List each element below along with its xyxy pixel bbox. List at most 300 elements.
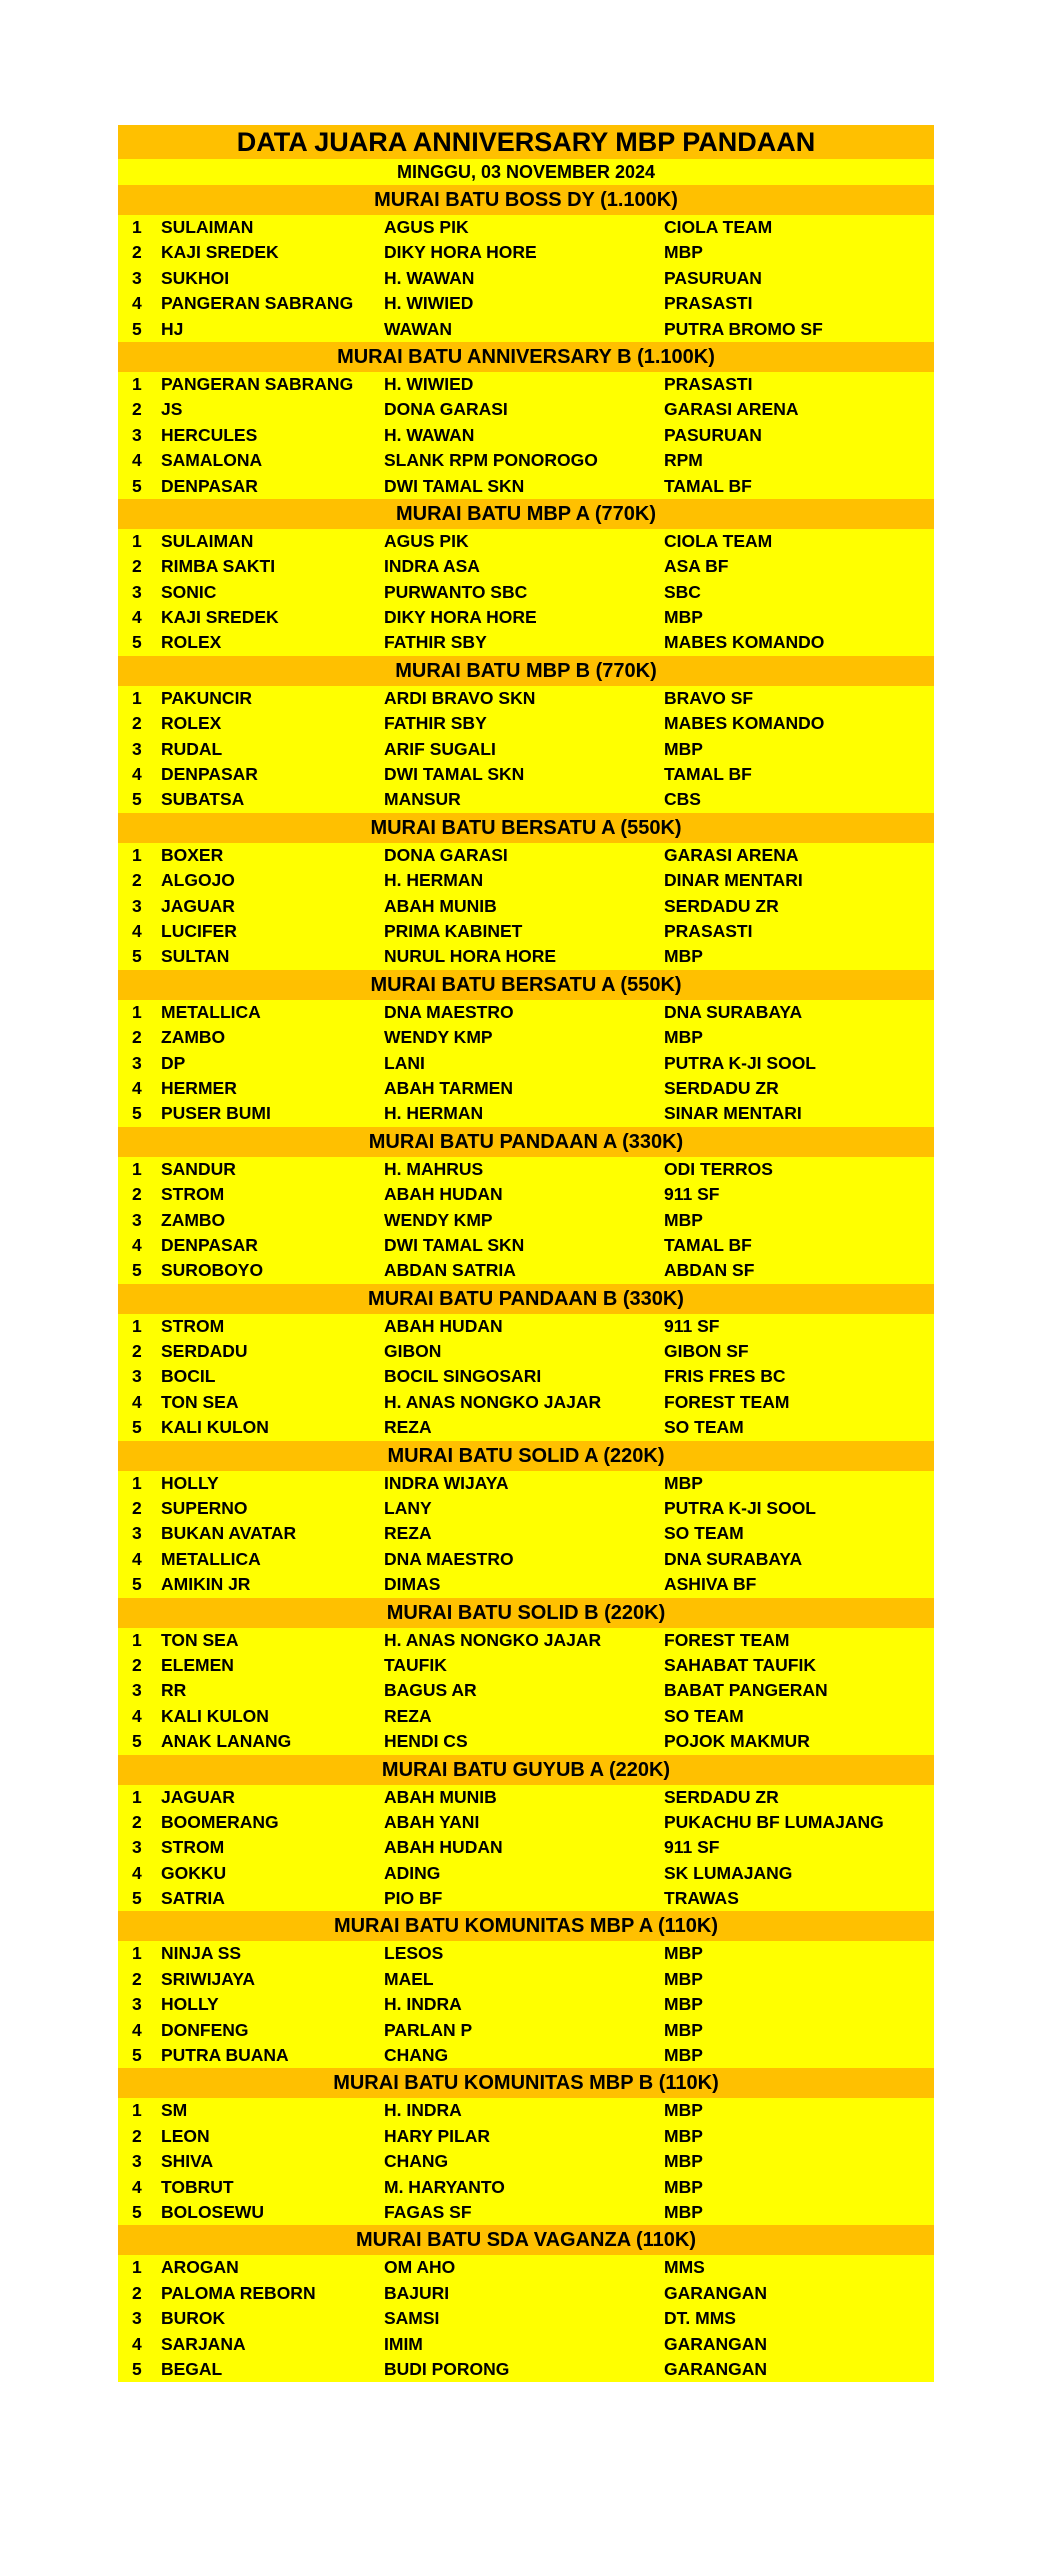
owner-cell: DWI TAMAL SKN — [384, 1234, 525, 1255]
owner-cell: WENDY KMP — [384, 1209, 493, 1230]
winner-row — [118, 1471, 934, 1496]
owner-cell: WENDY KMP — [384, 1027, 493, 1048]
winner-row — [118, 554, 934, 579]
team-cell: DNA SURABAYA — [664, 1001, 803, 1022]
bird-name-cell: ANAK LANANG — [161, 1731, 292, 1752]
bird-name-cell: ZAMBO — [161, 1027, 226, 1048]
winner-row — [118, 1572, 934, 1597]
bird-name-cell: STROM — [161, 1184, 225, 1205]
rank-cell: 5 — [132, 2202, 142, 2222]
category-header: MURAI BATU SDA VAGANZA (110K) — [118, 2225, 934, 2255]
owner-cell: ABAH TARMEN — [384, 1077, 513, 1098]
rank-cell: 3 — [132, 2308, 142, 2329]
bird-name-cell: PALOMA REBORN — [161, 2282, 316, 2303]
bird-name-cell: SANDUR — [161, 1158, 236, 1179]
rank-cell: 3 — [132, 1523, 142, 1544]
winner-row — [118, 529, 934, 554]
rank-cell: 1 — [132, 530, 142, 551]
rank-cell: 5 — [132, 1417, 142, 1438]
rank-cell: 4 — [132, 1234, 142, 1255]
team-cell: MABES KOMANDO — [664, 632, 825, 653]
rank-cell: 1 — [132, 687, 142, 708]
owner-cell: FAGAS SF — [384, 2202, 472, 2222]
bird-name-cell: ALGOJO — [161, 870, 235, 891]
owner-cell: H. HERMAN — [384, 1103, 484, 1124]
team-cell: CIOLA TEAM — [664, 530, 773, 551]
team-cell: MBP — [664, 2125, 703, 2146]
team-cell: GARANGAN — [664, 2358, 768, 2379]
team-cell: GARASI ARENA — [664, 844, 799, 865]
bird-name-cell: TOBRUT — [161, 2176, 234, 2197]
team-cell: 911 SF — [664, 1837, 720, 1858]
owner-cell: CHANG — [384, 2151, 449, 2172]
winner-row — [118, 266, 934, 291]
rank-cell: 3 — [132, 581, 142, 602]
rank-cell: 3 — [132, 2151, 142, 2172]
bird-name-cell: SULAIMAN — [161, 530, 254, 551]
team-cell: SERDADU ZR — [664, 895, 779, 916]
bird-name-cell: STROM — [161, 1315, 225, 1336]
rank-cell: 1 — [132, 1629, 142, 1650]
team-cell: BRAVO SF — [664, 687, 754, 708]
bird-name-cell: HERCULES — [161, 424, 258, 445]
category-header: MURAI BATU BERSATU A (550K) — [118, 970, 934, 1000]
owner-cell: H. WIWIED — [384, 373, 474, 394]
rank-cell: 5 — [132, 475, 142, 496]
winner-row — [118, 2255, 934, 2280]
winner-row — [118, 1941, 934, 1966]
rank-cell: 4 — [132, 1077, 142, 1098]
category-header: MURAI BATU PANDAAN A (330K) — [118, 1127, 934, 1157]
bird-name-cell: RUDAL — [161, 738, 223, 759]
team-cell: SK LUMAJANG — [664, 1862, 793, 1883]
owner-cell: DIMAS — [384, 1574, 441, 1595]
winner-row — [118, 474, 934, 499]
rank-cell: 4 — [132, 2176, 142, 2197]
rank-cell: 3 — [132, 267, 142, 288]
team-cell: MBP — [664, 1943, 703, 1964]
team-cell: MBP — [664, 1472, 703, 1493]
rank-cell: 2 — [132, 1498, 142, 1519]
owner-cell: H. INDRA — [384, 1994, 462, 2015]
owner-cell: H. HERMAN — [384, 870, 484, 891]
winner-row — [118, 215, 934, 240]
owner-cell: REZA — [384, 1417, 432, 1438]
rank-cell: 5 — [132, 1888, 142, 1909]
bird-name-cell: ZAMBO — [161, 1209, 226, 1230]
owner-cell: H. WIWIED — [384, 293, 474, 314]
rank-cell: 2 — [132, 2125, 142, 2146]
owner-cell: HENDI CS — [384, 1731, 468, 1752]
winner-row — [118, 1810, 934, 1835]
rank-cell: 2 — [132, 713, 142, 734]
winner-row — [118, 1025, 934, 1050]
team-cell: BABAT PANGERAN — [664, 1680, 828, 1701]
bird-name-cell: BUKAN AVATAR — [161, 1523, 297, 1544]
winner-row — [118, 2281, 934, 2306]
bird-name-cell: BOCIL — [161, 1366, 216, 1387]
rank-cell: 3 — [132, 738, 142, 759]
team-cell: MBP — [664, 2019, 703, 2040]
team-cell: MMS — [664, 2257, 705, 2278]
team-cell: FRIS FRES BC — [664, 1366, 786, 1387]
team-cell: SBC — [664, 581, 701, 602]
bird-name-cell: NINJA SS — [161, 1943, 242, 1964]
winner-row — [118, 2124, 934, 2149]
winner-row — [118, 1547, 934, 1572]
owner-cell: LANY — [384, 1498, 432, 1519]
bird-name-cell: SHIVA — [161, 2151, 214, 2172]
rank-cell: 5 — [132, 946, 142, 967]
team-cell: MBP — [664, 2045, 703, 2066]
winner-row — [118, 2306, 934, 2331]
winner-row — [118, 1886, 934, 1911]
winner-row — [118, 1628, 934, 1653]
owner-cell: H. INDRA — [384, 2100, 462, 2121]
owner-cell: DNA MAESTRO — [384, 1548, 514, 1569]
owner-cell: ABAH HUDAN — [384, 1184, 503, 1205]
category-header: MURAI BATU PANDAAN B (330K) — [118, 1284, 934, 1314]
team-cell: PUTRA K-JI SOOL — [664, 1498, 816, 1519]
rank-cell: 2 — [132, 1341, 142, 1362]
winner-row — [118, 240, 934, 265]
owner-cell: CHANG — [384, 2045, 449, 2066]
team-cell: MBP — [664, 2176, 703, 2197]
owner-cell: PARLAN P — [384, 2019, 473, 2040]
bird-name-cell: HOLLY — [161, 1994, 219, 2015]
owner-cell: BAGUS AR — [384, 1680, 477, 1701]
bird-name-cell: AMIKIN JR — [161, 1574, 251, 1595]
owner-cell: SLANK RPM PONOROGO — [384, 450, 598, 471]
team-cell: SO TEAM — [664, 1705, 744, 1726]
bird-name-cell: SONIC — [161, 581, 217, 602]
team-cell: TRAWAS — [664, 1888, 739, 1909]
winner-row — [118, 2043, 934, 2068]
rank-cell: 1 — [132, 2257, 142, 2278]
owner-cell: PRIMA KABINET — [384, 920, 523, 941]
bird-name-cell: SATRIA — [161, 1888, 225, 1909]
team-cell: CBS — [664, 789, 701, 810]
bird-name-cell: TON SEA — [161, 1629, 239, 1650]
winner-row — [118, 762, 934, 787]
rank-cell: 1 — [132, 1472, 142, 1493]
rank-cell: 4 — [132, 1862, 142, 1883]
team-cell: GARANGAN — [664, 2282, 768, 2303]
bird-name-cell: DENPASAR — [161, 1234, 258, 1255]
team-cell: MBP — [664, 1994, 703, 2015]
rank-cell: 4 — [132, 450, 142, 471]
winner-row — [118, 737, 934, 762]
owner-cell: NURUL HORA HORE — [384, 946, 557, 967]
bird-name-cell: KAJI SREDEK — [161, 607, 279, 628]
owner-cell: LESOS — [384, 1943, 444, 1964]
bird-name-cell: JS — [161, 399, 183, 420]
owner-cell: ADING — [384, 1862, 441, 1883]
winner-row — [118, 630, 934, 655]
owner-cell: BUDI PORONG — [384, 2358, 510, 2379]
owner-cell: H. WAWAN — [384, 267, 475, 288]
owner-cell: MANSUR — [384, 789, 461, 810]
owner-cell: DONA GARASI — [384, 844, 508, 865]
bird-name-cell: TON SEA — [161, 1391, 239, 1412]
rank-cell: 3 — [132, 1366, 142, 1387]
rank-cell: 5 — [132, 789, 142, 810]
rank-cell: 2 — [132, 1811, 142, 1832]
rank-cell: 1 — [132, 373, 142, 394]
owner-cell: IMIM — [384, 2333, 423, 2354]
bird-name-cell: SARJANA — [161, 2333, 246, 2354]
winner-row — [118, 1051, 934, 1076]
category-section — [118, 2225, 934, 2382]
team-cell: GARASI ARENA — [664, 399, 799, 420]
team-cell: SO TEAM — [664, 1417, 744, 1438]
category-header: MURAI BATU BOSS DY (1.100K) — [118, 185, 934, 215]
team-cell: ASA BF — [664, 556, 729, 577]
bird-name-cell: LUCIFER — [161, 920, 237, 941]
owner-cell: GIBON — [384, 1341, 442, 1362]
team-cell: 911 SF — [664, 1315, 720, 1336]
winner-row — [118, 580, 934, 605]
team-cell: MBP — [664, 2100, 703, 2121]
winner-row — [118, 2332, 934, 2357]
rank-cell: 5 — [132, 2045, 142, 2066]
bird-name-cell: STROM — [161, 1837, 225, 1858]
bird-name-cell: JAGUAR — [161, 1786, 235, 1807]
owner-cell: BAJURI — [384, 2282, 450, 2303]
team-cell: SO TEAM — [664, 1523, 744, 1544]
team-cell: DT. MMS — [664, 2308, 736, 2329]
owner-cell: PURWANTO SBC — [384, 581, 528, 602]
owner-cell: TAUFIK — [384, 1654, 447, 1675]
team-cell: RPM — [664, 450, 703, 471]
team-cell: SINAR MENTARI — [664, 1103, 802, 1124]
bird-name-cell: JAGUAR — [161, 895, 235, 916]
winner-row — [118, 843, 934, 868]
bird-name-cell: METALLICA — [161, 1548, 261, 1569]
category-section — [118, 1127, 934, 1284]
owner-cell: REZA — [384, 1705, 432, 1726]
owner-cell: AGUS PIK — [384, 217, 469, 237]
owner-cell: DONA GARASI — [384, 399, 508, 420]
category-section — [118, 499, 934, 656]
winner-row — [118, 1208, 934, 1233]
category-section — [118, 813, 934, 970]
category-section — [118, 1598, 934, 1755]
winner-row — [118, 1415, 934, 1440]
bird-name-cell: ROLEX — [161, 713, 222, 734]
rank-cell: 3 — [132, 1209, 142, 1230]
winner-row — [118, 1729, 934, 1754]
bird-name-cell: KALI KULON — [161, 1705, 269, 1726]
team-cell: MBP — [664, 1968, 703, 1989]
team-cell: SAHABAT TAUFIK — [664, 1654, 816, 1675]
owner-cell: DIKY HORA HORE — [384, 242, 537, 263]
rank-cell: 4 — [132, 1548, 142, 1569]
bird-name-cell: PAKUNCIR — [161, 687, 253, 708]
winner-row — [118, 1496, 934, 1521]
winner-row — [118, 448, 934, 473]
owner-cell: DWI TAMAL SKN — [384, 764, 525, 785]
team-cell: TAMAL BF — [664, 1234, 752, 1255]
rank-cell: 1 — [132, 1158, 142, 1179]
category-section — [118, 342, 934, 499]
category-section — [118, 1284, 934, 1441]
winner-row — [118, 1521, 934, 1546]
team-cell: FOREST TEAM — [664, 1629, 790, 1650]
owner-cell: HARY PILAR — [384, 2125, 490, 2146]
winner-row — [118, 1182, 934, 1207]
category-section — [118, 1911, 934, 2068]
owner-cell: SAMSI — [384, 2308, 440, 2329]
category-header: MURAI BATU GUYUB A (220K) — [118, 1755, 934, 1785]
owner-cell: AGUS PIK — [384, 530, 469, 551]
team-cell: MBP — [664, 946, 703, 967]
owner-cell: DNA MAESTRO — [384, 1001, 514, 1022]
rank-cell: 1 — [132, 217, 142, 237]
owner-cell: INDRA WIJAYA — [384, 1472, 509, 1493]
rank-cell: 5 — [132, 1574, 142, 1595]
rank-cell: 2 — [132, 1654, 142, 1675]
category-header: MURAI BATU SOLID A (220K) — [118, 1441, 934, 1471]
team-cell: MABES KOMANDO — [664, 713, 825, 734]
rank-cell: 1 — [132, 844, 142, 865]
bird-name-cell: RR — [161, 1680, 187, 1701]
bird-name-cell: SUROBOYO — [161, 1260, 264, 1281]
owner-cell: BOCIL SINGOSARI — [384, 1366, 542, 1387]
owner-cell: OM AHO — [384, 2257, 456, 2278]
bird-name-cell: SUKHOI — [161, 267, 230, 288]
rank-cell: 3 — [132, 1994, 142, 2015]
owner-cell: INDRA ASA — [384, 556, 480, 577]
winner-row — [118, 317, 934, 342]
bird-name-cell: PUTRA BUANA — [161, 2045, 289, 2066]
owner-cell: ARDI BRAVO SKN — [384, 687, 536, 708]
bird-name-cell: BOXER — [161, 844, 224, 865]
team-cell: 911 SF — [664, 1184, 720, 1205]
team-cell: MBP — [664, 2202, 703, 2222]
winner-row — [118, 2149, 934, 2174]
owner-cell: LANI — [384, 1052, 425, 1073]
winner-row — [118, 1233, 934, 1258]
team-cell: CIOLA TEAM — [664, 217, 773, 237]
bird-name-cell: DENPASAR — [161, 764, 258, 785]
winner-row — [118, 291, 934, 316]
bird-name-cell: SM — [161, 2100, 188, 2121]
bird-name-cell: HERMER — [161, 1077, 237, 1098]
rank-cell: 2 — [132, 399, 142, 420]
rank-cell: 5 — [132, 632, 142, 653]
bird-name-cell: SULTAN — [161, 946, 230, 967]
rank-cell: 2 — [132, 1027, 142, 1048]
bird-name-cell: KALI KULON — [161, 1417, 269, 1438]
bird-name-cell: SULAIMAN — [161, 217, 254, 237]
team-cell: POJOK MAKMUR — [664, 1731, 810, 1752]
rank-cell: 2 — [132, 1968, 142, 1989]
winner-row — [118, 1967, 934, 1992]
rank-cell: 2 — [132, 1184, 142, 1205]
owner-cell: ABAH HUDAN — [384, 1315, 503, 1336]
bird-name-cell: LEON — [161, 2125, 210, 2146]
winner-row — [118, 1835, 934, 1860]
rank-cell: 1 — [132, 1001, 142, 1022]
team-cell: ABDAN SF — [664, 1260, 755, 1281]
owner-cell: ABAH MUNIB — [384, 895, 497, 916]
winner-row — [118, 1390, 934, 1415]
winner-row — [118, 1861, 934, 1886]
owner-cell: M. HARYANTO — [384, 2176, 505, 2197]
rank-cell: 4 — [132, 607, 142, 628]
rank-cell: 4 — [132, 1391, 142, 1412]
winner-row — [118, 2200, 934, 2225]
team-cell: PRASASTI — [664, 373, 753, 394]
rank-cell: 4 — [132, 2333, 142, 2354]
winner-row — [118, 868, 934, 893]
bird-name-cell: BUROK — [161, 2308, 226, 2329]
bird-name-cell: SERDADU — [161, 1341, 248, 1362]
winner-row — [118, 397, 934, 422]
team-cell: MBP — [664, 242, 703, 263]
winner-row — [118, 1364, 934, 1389]
bird-name-cell: DONFENG — [161, 2019, 249, 2040]
bird-name-cell: PUSER BUMI — [161, 1103, 271, 1124]
team-cell: PASURUAN — [664, 424, 762, 445]
category-header: MURAI BATU BERSATU A (550K) — [118, 813, 934, 843]
owner-cell: H. MAHRUS — [384, 1158, 484, 1179]
category-header: MURAI BATU ANNIVERSARY B (1.100K) — [118, 342, 934, 372]
rank-cell: 3 — [132, 1052, 142, 1073]
team-cell: MBP — [664, 738, 703, 759]
rank-cell: 1 — [132, 1315, 142, 1336]
winner-row — [118, 1785, 934, 1810]
rank-cell: 3 — [132, 1837, 142, 1858]
team-cell: PUTRA BROMO SF — [664, 318, 823, 339]
bird-name-cell: ROLEX — [161, 632, 222, 653]
owner-cell: ABAH MUNIB — [384, 1786, 497, 1807]
bird-name-cell: AROGAN — [161, 2257, 239, 2278]
team-cell: GIBON SF — [664, 1341, 749, 1362]
rank-cell: 2 — [132, 242, 142, 263]
rank-cell: 1 — [132, 1786, 142, 1807]
category-header: MURAI BATU MBP A (770K) — [118, 499, 934, 529]
category-header: MURAI BATU KOMUNITAS MBP B (110K) — [118, 2068, 934, 2098]
winner-row — [118, 1258, 934, 1283]
owner-cell: MAEL — [384, 1968, 434, 1989]
winner-row — [118, 1101, 934, 1126]
bird-name-cell: RIMBA SAKTI — [161, 556, 276, 577]
bird-name-cell: DENPASAR — [161, 475, 258, 496]
bird-name-cell: PANGERAN SABRANG — [161, 293, 354, 314]
rank-cell: 1 — [132, 1943, 142, 1964]
winner-row — [118, 605, 934, 630]
bird-name-cell: ELEMEN — [161, 1654, 234, 1675]
team-cell: DINAR MENTARI — [664, 870, 803, 891]
owner-cell: PIO BF — [384, 1888, 443, 1909]
category-list — [118, 185, 934, 2382]
winner-row — [118, 894, 934, 919]
winner-row — [118, 787, 934, 812]
owner-cell: ABDAN SATRIA — [384, 1260, 516, 1281]
bird-name-cell: BEGAL — [161, 2358, 223, 2379]
results-sheet — [118, 125, 934, 2382]
owner-cell: H. WAWAN — [384, 424, 475, 445]
rank-cell: 3 — [132, 895, 142, 916]
owner-cell: DWI TAMAL SKN — [384, 475, 525, 496]
bird-name-cell: HOLLY — [161, 1472, 219, 1493]
owner-cell: REZA — [384, 1523, 432, 1544]
winner-row — [118, 423, 934, 448]
bird-name-cell: HJ — [161, 318, 184, 339]
rank-cell: 4 — [132, 293, 142, 314]
